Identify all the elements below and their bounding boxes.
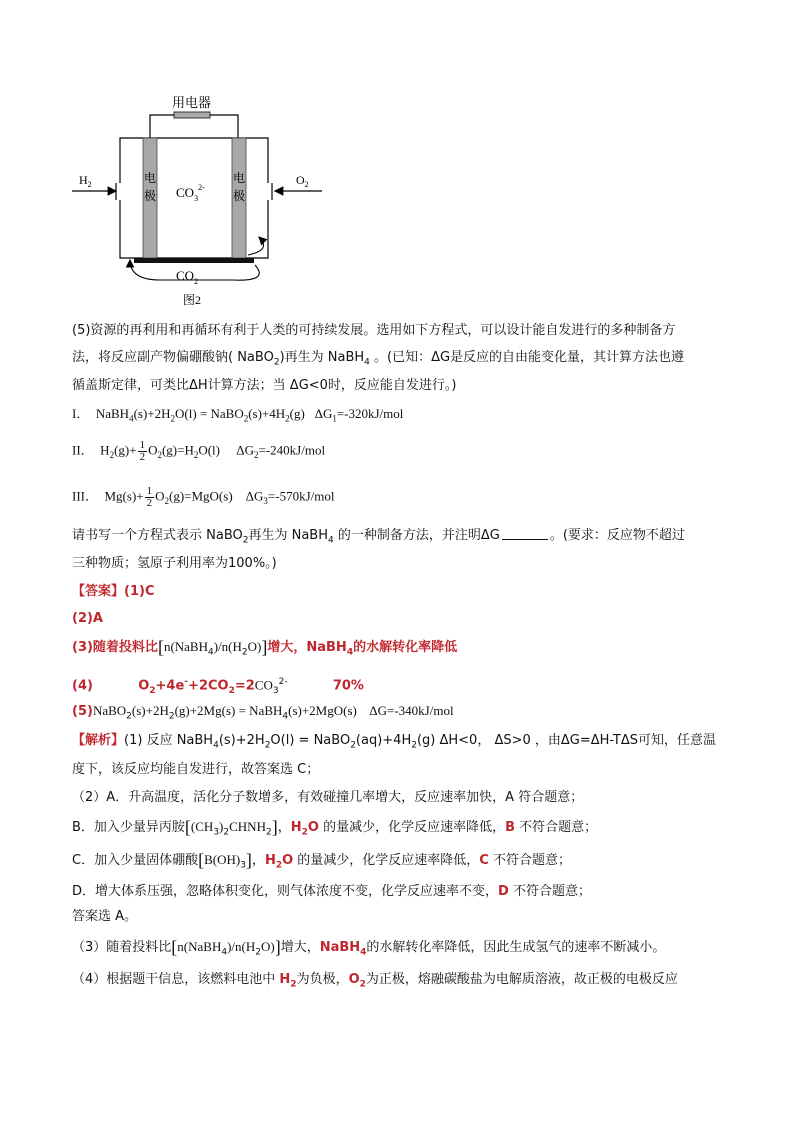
equation-3: III． Mg(s)+ $\frac{1}{2}$ $O_2(g)=MgO(s)$ $\Delta G_3=-570kJ$/mol xyxy=(72,485,335,509)
question-5-line: 循盖斯定律，可类比ΔH计算方法；当 ΔG<0时，反应能自发进行。) xyxy=(72,378,457,393)
analysis-line: B．加入少量异丙胺$[(CH_3)_2CHNH_2]$，$H_2O$ 的量减少，化学反应速率降低，B 不符合题意； xyxy=(72,817,598,838)
analysis-line: D．增大体系压强，忽略体积变化，则气体浓度不变，化学反应速率不变，D 不符合题意； xyxy=(72,884,591,899)
question-5-line: (5)资源的再利用和再循环有利于人类的可持续发展。选用如下方程式，可以设计能自发进行的多种制备方 xyxy=(72,323,676,338)
fuel-cell-diagram xyxy=(72,90,342,315)
one-half-fraction: $\frac{1}{2}$ xyxy=(139,439,146,463)
bottom-plate xyxy=(134,258,254,263)
right-electrode-label: 电 xyxy=(233,171,246,185)
question-5-ask: 请书写一个方程式表示 NaBO$_2$再生为 NaBH$_4$ 的一种制备方法，并注明ΔG 。(要求：反应物不超过 xyxy=(72,528,685,546)
analysis-line: （4）根据题干信息，该燃料电池中 $H_2$为负极，$O_2$为正极，熔融碳酸盐为电解质溶液，故正极的电极反应 xyxy=(72,972,678,990)
question-5-line: 法，将反应副产物偏硼酸钠( NaBO$_2$)再生为 NaBH$_4$ 。(已知：ΔG是反应的自由能变化量，其计算方法也遵 xyxy=(72,350,685,368)
question-5-ask: 三种物质；氢原子利用率为100%。) xyxy=(72,556,277,571)
answer-5: $(5)NaBO_2(s)+2H_2(g)+2Mg(s)$ = NaBH$_4$(s)+2MgO(s) ΔG=-340kJ/mol xyxy=(72,703,454,722)
co2-recycle-arrow xyxy=(248,237,264,255)
load-resistor xyxy=(174,112,210,118)
external-wire xyxy=(210,115,238,138)
analysis-line: C．加入少量固体硼酸$[B(OH)_3]$，$H_2O$ 的量减少，化学反应速率降低，C 不符合题意； xyxy=(72,850,571,871)
left-electrode-label: 极 xyxy=(144,189,157,203)
answer-3: (3)随着投料比$[n(NaBH_4)/n(H_2O)]$增大，NaBH$_4$的水解转化率降低 xyxy=(72,637,458,658)
answer-1: 【答案】(1)C xyxy=(72,584,155,599)
analysis-line: 答案选 A。 xyxy=(72,909,138,924)
external-wire xyxy=(150,115,174,138)
answer-2: (2)A xyxy=(72,611,103,626)
figure-caption: 图2 xyxy=(183,293,202,307)
analysis-line: 度下，该反应均能自发进行，故答案选 C； xyxy=(72,762,320,777)
electrolyte-label: $CO_3^{2-}$ xyxy=(176,183,205,203)
left-electrode-label: 电 xyxy=(144,171,157,185)
right-electrode-label: 极 xyxy=(233,189,246,203)
co2-label: $CO_2$ xyxy=(176,268,199,286)
answer-blank xyxy=(502,527,548,540)
o2-label: $O_2$ xyxy=(296,173,309,189)
one-half-fraction: $\frac{1}{2}$ xyxy=(146,485,153,509)
analysis-line: 【解析】(1) 反应 $NaBH_4(s)+2H_2O(l)$ = $NaBO_2(aq)+4H_2(g)$ ΔH<0， ΔS>0 ，由ΔG=ΔH-TΔS可知，任意温 xyxy=(72,733,717,751)
equation-1: I． $NaBH_4(s)+2H_2O(l)$ = $NaBO_2(s)+4H_2(g)$ $\Delta G_1=-320kJ$/mol xyxy=(72,406,404,424)
h2-label: $H_2$ xyxy=(79,173,92,189)
equation-2: II． $H_2(g)+$ $\frac{1}{2}$ $O_2(g)=H_2O(l)$ $\Delta G_2=-240kJ$/mol xyxy=(72,439,326,463)
device-label: 用电器 xyxy=(172,95,212,110)
analysis-line: （3）随着投料比$[n(NaBH_4)/n(H_2O)]$增大，NaBH$_4$的水解转化率降低，因此生成氢气的速率不断减小。 xyxy=(72,937,666,958)
analysis-line: （2）A．升高温度，活化分子数增多，有效碰撞几率增大，反应速率加快，A 符合题意； xyxy=(72,790,584,805)
answer-4: (4) $O_2+4e^-+2CO_2=2CO_3^{2-}$ 70% xyxy=(72,677,364,696)
